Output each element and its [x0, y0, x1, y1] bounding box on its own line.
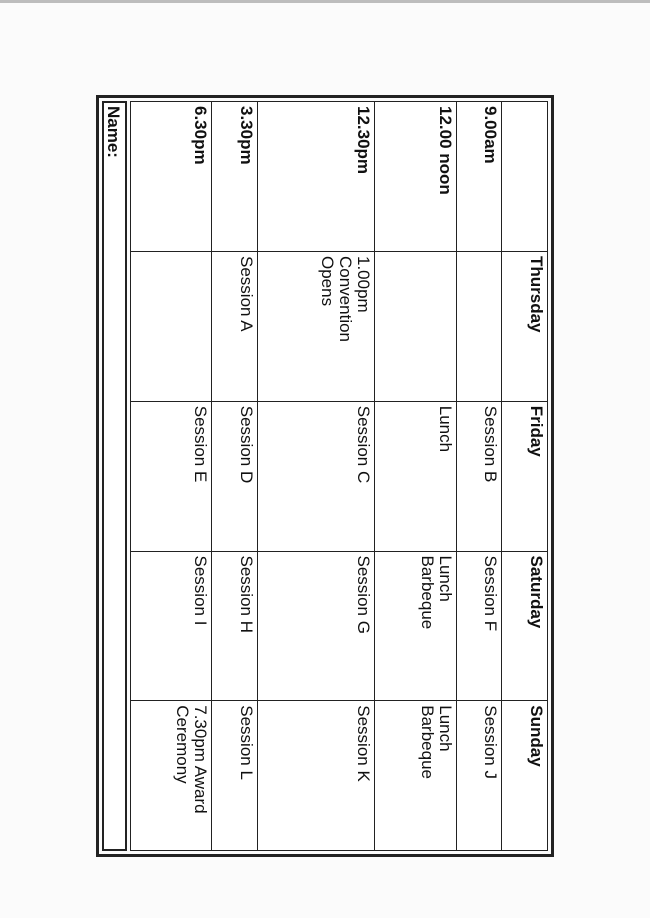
table-row: [456, 102, 502, 851]
session-cell: Session E: [131, 401, 212, 551]
session-cell: Session B: [456, 401, 502, 551]
table-row: [212, 102, 258, 851]
outer-frame: [96, 95, 554, 857]
time-label: 9.00am: [456, 102, 502, 252]
schedule-table: [130, 101, 548, 851]
session-cell: Session F: [456, 551, 502, 701]
name-field[interactable]: [102, 101, 127, 851]
corner-cell: [502, 102, 548, 252]
name-label: Name:: [104, 106, 123, 158]
session-cell: Session C: [258, 401, 375, 551]
session-cell: Session D: [212, 401, 258, 551]
table-row: [258, 102, 375, 851]
session-cell: Session L: [212, 701, 258, 851]
session-cell: Lunch Barbeque: [375, 551, 456, 701]
time-label: 3.30pm: [212, 102, 258, 252]
session-cell: 7.30pm Award Ceremony: [131, 701, 212, 851]
session-cell: 1.00pm Convention Opens: [258, 252, 375, 402]
day-header-saturday: Saturday: [502, 551, 548, 701]
time-label: 12.00 noon: [375, 102, 456, 252]
day-header-friday: Friday: [502, 401, 548, 551]
session-cell: Session J: [456, 701, 502, 851]
header-row: [502, 102, 548, 851]
session-cell: [131, 252, 212, 402]
table-row: [131, 102, 212, 851]
page-top-edge: [0, 0, 650, 3]
time-label: 6.30pm: [131, 102, 212, 252]
session-cell: Session I: [131, 551, 212, 701]
session-cell: Session K: [258, 701, 375, 851]
schedule-sheet: [96, 95, 554, 857]
day-header-thursday: Thursday: [502, 252, 548, 402]
table-row: [375, 102, 456, 851]
session-cell: [456, 252, 502, 402]
session-cell: Session A: [212, 252, 258, 402]
session-cell: Session G: [258, 551, 375, 701]
day-header-sunday: Sunday: [502, 701, 548, 851]
session-cell: [375, 252, 456, 402]
time-label: 12.30pm: [258, 102, 375, 252]
session-cell: Session H: [212, 551, 258, 701]
session-cell: Lunch Barbeque: [375, 701, 456, 851]
session-cell: Lunch: [375, 401, 456, 551]
